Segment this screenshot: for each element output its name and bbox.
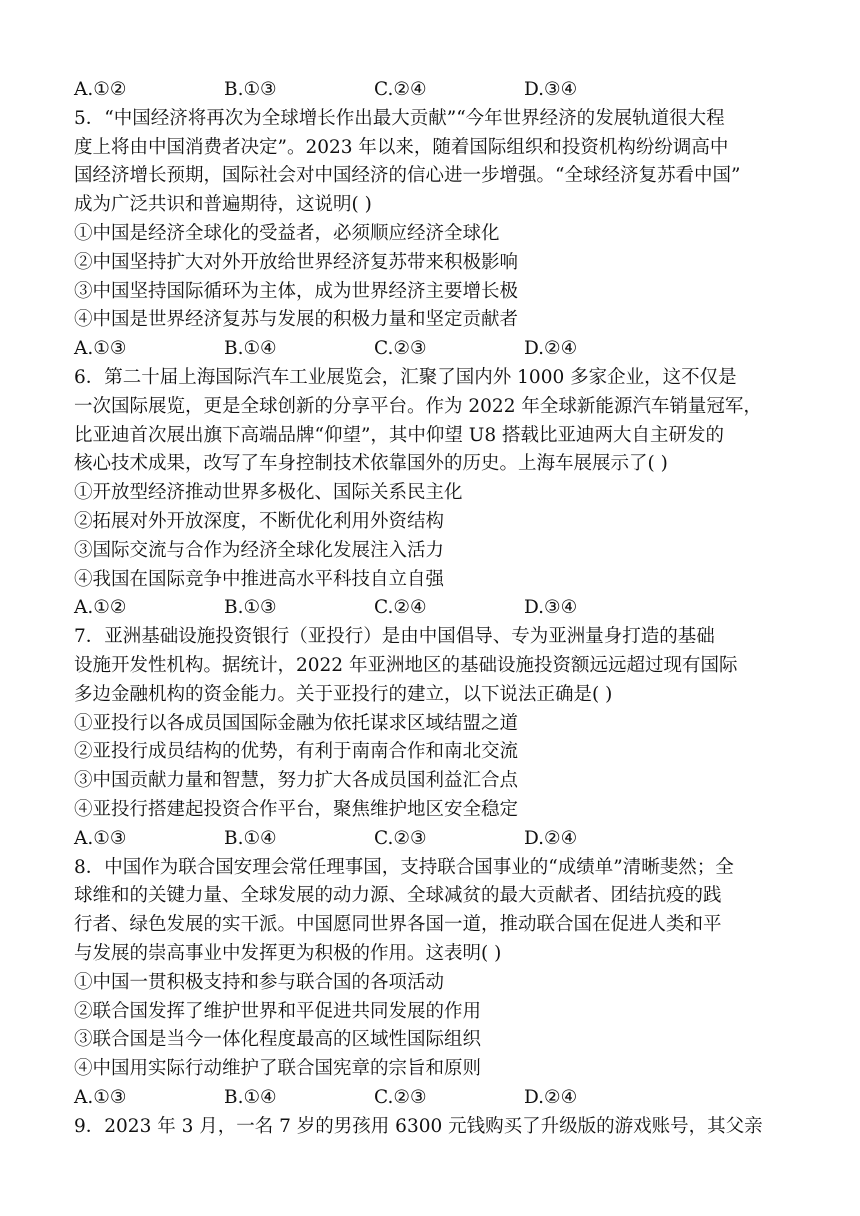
question-stem-line: 7．亚洲基础设施投资银行（亚投行）是由中国倡导、专为亚洲量身打造的基础 xyxy=(74,626,715,648)
answer-options xyxy=(74,825,794,854)
statement-item: ③中国坚持国际循环为主体，成为世界经济主要增长极 xyxy=(74,280,519,302)
statement-item: ③联合国是当今一体化程度最高的区域性国际组织 xyxy=(74,1029,482,1051)
answer-option: C.②④ xyxy=(374,79,427,100)
statement-item: ①开放型经济推动世界多极化、国际关系民主化 xyxy=(74,482,463,504)
question-stem-line: 度上将由中国消费者决定”。2023 年以来，随着国际组织和投资机构纷纷调高中 xyxy=(74,136,729,158)
question-stem-line: 5．“中国经济将再次为全球增长作出最大贡献”“今年世界经济的发展轨道很大程 xyxy=(74,107,725,129)
question-block xyxy=(74,76,794,105)
statement-item: ④中国用实际行动维护了联合国宪章的宗旨和原则 xyxy=(74,1058,482,1080)
statement-item: ①中国一贯积极支持和参与联合国的各项活动 xyxy=(74,971,445,993)
question-stem-line: 成为广泛共识和普遍期待，这说明( ) xyxy=(74,194,372,216)
statement-item: ③中国贡献力量和智慧，努力扩大各成员国利益汇合点 xyxy=(74,770,519,792)
answer-option: B.①④ xyxy=(224,827,277,849)
question-stem-line: 比亚迪首次展出旗下高端品牌“仰望”，其中仰望 U8 搭载比亚迪两大自主研发的 xyxy=(74,424,725,446)
answer-option: A.①③ xyxy=(74,827,127,849)
statement-item: ②拓展对外开放深度，不断优化利用外资结构 xyxy=(74,510,445,532)
answer-option: D.②④ xyxy=(524,338,578,360)
answer-option: C.②③ xyxy=(374,338,427,360)
answer-options xyxy=(74,76,794,105)
statement-item: ④亚投行搭建起投资合作平台，聚焦维护地区安全稳定 xyxy=(74,798,519,820)
answer-option: A.①③ xyxy=(74,338,127,360)
statement-item: ②联合国发挥了维护世界和平促进共同发展的作用 xyxy=(74,1000,482,1022)
statement-item: ①中国是经济全球化的受益者，必须顺应经济全球化 xyxy=(74,222,500,244)
question-stem-line: 行者、绿色发展的实干派。中国愿同世界各国一道，推动联合国在促进人类和平 xyxy=(74,914,722,936)
document-page xyxy=(74,76,794,1141)
answer-option: B.①④ xyxy=(224,1086,277,1108)
answer-option: D.②④ xyxy=(524,1086,578,1108)
answer-option: A.①② xyxy=(74,597,127,619)
question-block xyxy=(74,854,794,1113)
question-stem-line: 6．第二十届上海国际汽车工业展览会，汇聚了国内外 1000 多家企业，这不仅是 xyxy=(74,366,737,388)
statement-item: ④中国是世界经济复苏与发展的积极力量和坚定贡献者 xyxy=(74,309,519,331)
statement-item: ②中国坚持扩大对外开放给世界经济复苏带来积极影响 xyxy=(74,251,519,273)
answer-option: A.①③ xyxy=(74,1086,127,1108)
answer-option: D.②④ xyxy=(524,827,578,849)
question-stem-line: 多边金融机构的资金能力。关于亚投行的建立，以下说法正确是( ) xyxy=(74,683,613,705)
answer-option: C.②④ xyxy=(374,597,427,619)
question-block xyxy=(74,1113,794,1142)
question-stem-line: 核心技术成果，改写了车身控制技术依靠国外的历史。上海车展展示了( ) xyxy=(74,453,668,475)
answer-options xyxy=(74,1084,794,1113)
question-block xyxy=(74,364,794,623)
statement-item: ①亚投行以各成员国国际金融为依托谋求区域结盟之道 xyxy=(74,712,519,734)
answer-option: D.③④ xyxy=(524,597,578,619)
statement-item: ②亚投行成员结构的优势，有利于南南合作和南北交流 xyxy=(74,741,519,763)
statement-item: ④我国在国际竞争中推进高水平科技自立自强 xyxy=(74,568,445,590)
question-stem-line: 球维和的关键力量、全球发展的动力源、全球减贫的最大贡献者、团结抗疫的践 xyxy=(74,885,722,907)
answer-option: C.②③ xyxy=(374,827,427,849)
question-block xyxy=(74,623,794,853)
answer-options xyxy=(74,594,794,623)
answer-option: B.①③ xyxy=(224,79,277,100)
answer-option: D.③④ xyxy=(524,79,578,100)
question-stem-line: 国经济增长预期，国际社会对中国经济的信心进一步增强。“全球经济复苏看中国” xyxy=(74,165,741,187)
answer-options xyxy=(74,335,794,364)
question-stem-line: 8．中国作为联合国安理会常任理事国，支持联合国事业的“成绩单”清晰斐然；全 xyxy=(74,856,734,878)
statement-item: ③国际交流与合作为经济全球化发展注入活力 xyxy=(74,539,445,561)
question-block xyxy=(74,105,794,364)
answer-option: C.②③ xyxy=(374,1086,427,1108)
answer-option: B.①④ xyxy=(224,338,277,360)
answer-option: A.①② xyxy=(74,79,127,100)
question-stem-line: 一次国际展览，更是全球创新的分享平台。作为 2022 年全球新能源汽车销量冠军， xyxy=(74,395,762,417)
question-stem-line: 设施开发性机构。据统计，2022 年亚洲地区的基础设施投资额远远超过现有国际 xyxy=(74,654,738,676)
question-stem-line: 与发展的崇高事业中发挥更为积极的作用。这表明( ) xyxy=(74,942,502,964)
answer-option: B.①③ xyxy=(224,597,277,619)
question-stem-line: 9．2023 年 3 月，一名 7 岁的男孩用 6300 元钱购买了升级版的游戏账号，其父亲 xyxy=(74,1115,763,1137)
